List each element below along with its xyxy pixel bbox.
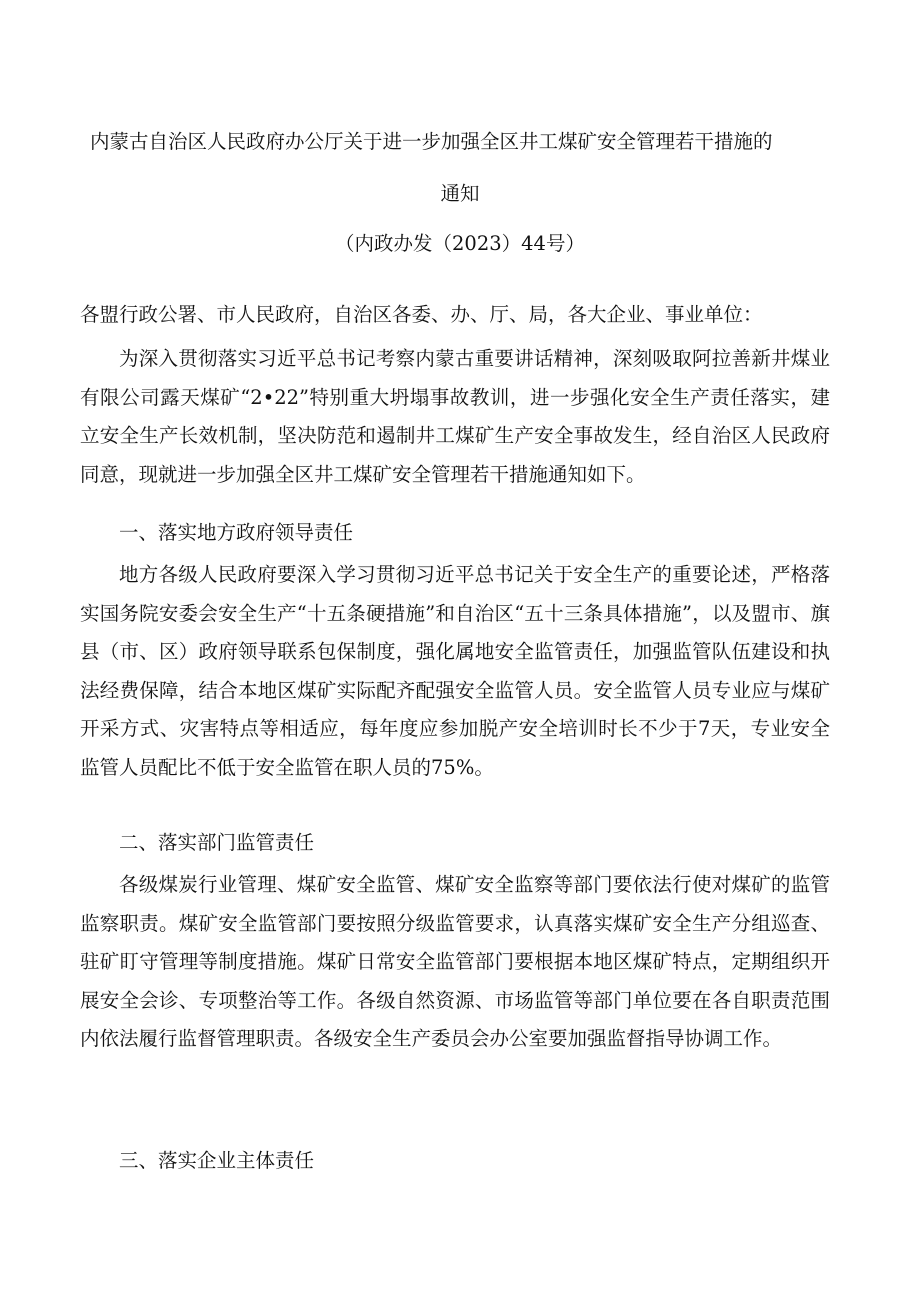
document-title-line-2: 通知 (440, 182, 480, 205)
section-paragraph: 地方各级人民政府要深入学习贯彻习近平总书记关于安全生产的重要论述，严格落实国务院安委会安全生产“十五条硬措施”和自治区“五十三条具体措施”，以及盟市、旗县（市、区）政府领导联系包保制度，强化属地安全监管责任，加强监管队伍建设和执法经费保障，结合本地区煤矿实际配齐配强安全监管人员。安全监管人员专业应与煤矿开采方式、灾害特点等相适应，每年度应参加脱产安全培训时长不少于7天，专业安全监管人员配比不低于安全监管在职人员的75%。 (80, 563, 830, 779)
intro-paragraph: 为深入贯彻落实习近平总书记考察内蒙古重要讲话精神，深刻吸取阿拉善新井煤业有限公司露天煤矿“2•22”特别重大坍塌事故教训，进一步强化安全生产责任落实，建立安全生产长效机制，坚决防范和遏制井工煤矿生产安全事故发生，经自治区人民政府同意，现就进一步加强全区井工煤矿安全管理若干措施通知如下。 (80, 347, 830, 486)
document-number: （内政办发（2023）44号） (335, 232, 585, 255)
section-1-heading-block (80, 514, 830, 553)
section-2-heading-block (80, 824, 830, 863)
section-1-body-block (80, 556, 830, 787)
document-title-line-1: 内蒙古自治区人民政府办公厅关于进一步加强全区井工煤矿安全管理若干措施的 (90, 130, 773, 153)
section-heading: 三、落实企业主体责任 (119, 1149, 315, 1172)
intro-block (80, 340, 830, 494)
section-2-body-block (80, 866, 830, 1059)
section-paragraph: 各级煤炭行业管理、煤矿安全监管、煤矿安全监察等部门要依法行使对煤矿的监管监察职责。煤矿安全监管部门要按照分级监管要求，认真落实煤矿安全生产分组巡查、驻矿盯守管理等制度措施。煤矿日常安全监管部门要根据本地区煤矿特点，定期组织开展安全会诊、专项整治等工作。各级自然资源、市场监管等部门单位要在各自职责范围内依法履行监督管理职责。各级安全生产委员会办公室要加强监督指导协调工作。 (80, 873, 830, 1050)
section-3-heading-block (80, 1142, 830, 1181)
section-heading: 一、落实地方政府领导责任 (119, 521, 354, 544)
section-heading: 二、落实部门监管责任 (119, 831, 315, 854)
addressee: 各盟行政公署、市人民政府，自治区各委、办、厅、局，各大企业、事业单位： (80, 303, 763, 326)
addressee-block (80, 296, 830, 335)
